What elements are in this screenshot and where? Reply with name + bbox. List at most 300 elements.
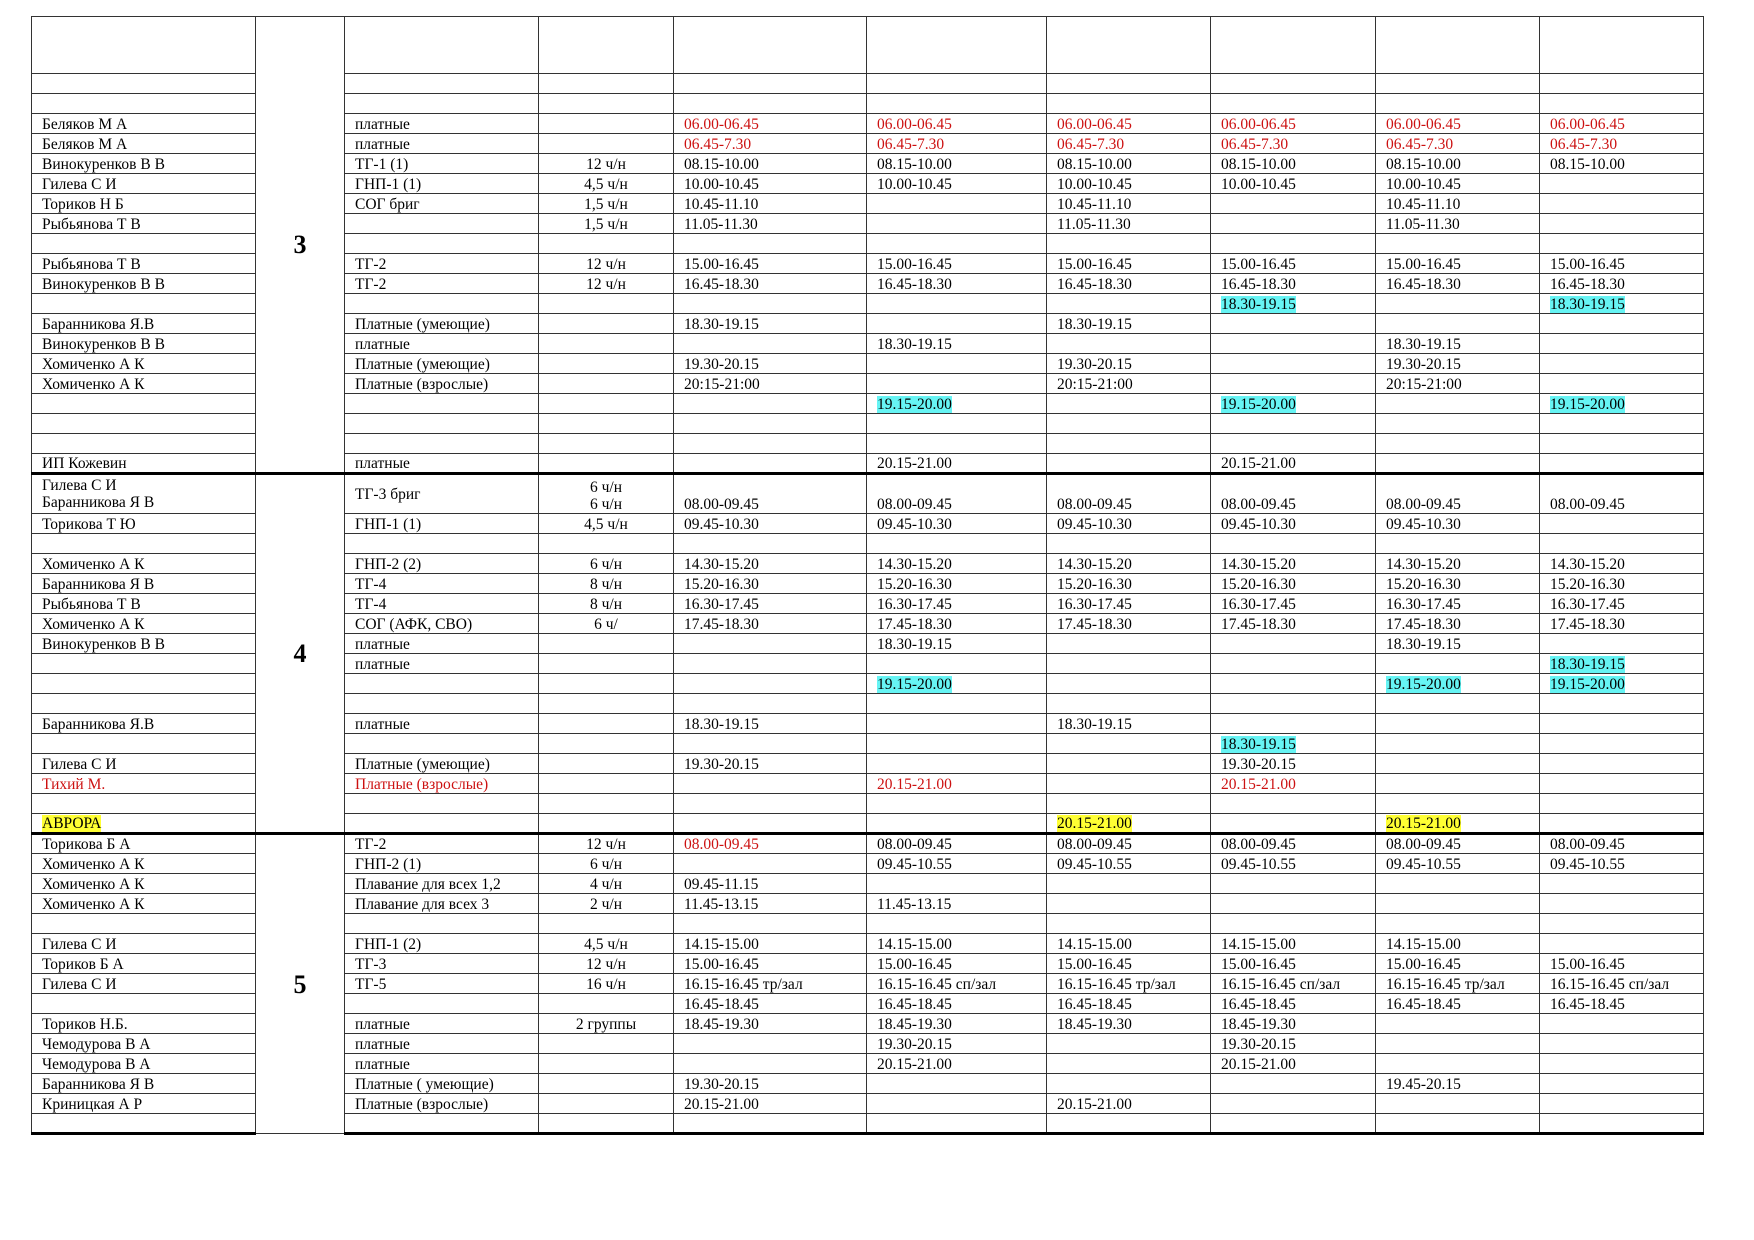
hours-text: 1,5 ч/н bbox=[584, 216, 628, 233]
hours-cell bbox=[539, 17, 674, 74]
day-3-text: 20.15-21.00 bbox=[1057, 1096, 1132, 1113]
hours-text: 4 ч/н bbox=[589, 876, 623, 893]
group-cell bbox=[345, 374, 539, 394]
day-5-text: 15.00-16.45 bbox=[1386, 956, 1461, 973]
day-5-cell bbox=[1376, 594, 1540, 614]
day-5-cell bbox=[1376, 394, 1540, 414]
trainer-text: Баранникова Я В bbox=[42, 494, 155, 511]
trainer-text: Торикова Б А bbox=[42, 836, 131, 853]
day-2-cell bbox=[867, 514, 1047, 534]
day-3-text: 10.00-10.45 bbox=[1057, 176, 1132, 193]
group-cell bbox=[345, 794, 539, 814]
day-4-text: 15.00-16.45 bbox=[1221, 956, 1296, 973]
day-6-cell bbox=[1540, 834, 1704, 854]
group-cell bbox=[345, 314, 539, 334]
group-text: СОГ бриг bbox=[355, 196, 420, 213]
group-text: ТГ-4 bbox=[355, 576, 387, 593]
trainer-cell bbox=[32, 214, 256, 234]
day-2-cell bbox=[867, 194, 1047, 214]
day-5-cell bbox=[1376, 94, 1540, 114]
day-3-text: 16.45-18.30 bbox=[1057, 276, 1132, 293]
day-2-text: 15.00-16.45 bbox=[877, 956, 952, 973]
day-6-cell bbox=[1540, 554, 1704, 574]
group-text: ТГ-5 bbox=[355, 976, 387, 993]
day-6-text: 19.15-20.00 bbox=[1550, 676, 1625, 693]
day-4-cell bbox=[1211, 614, 1376, 634]
group-cell bbox=[345, 254, 539, 274]
day-1-cell bbox=[674, 334, 867, 354]
day-3-cell bbox=[1047, 274, 1211, 294]
group-text: ГНП-1 (1) bbox=[355, 176, 422, 193]
day-6-cell bbox=[1540, 954, 1704, 974]
day-5-cell bbox=[1376, 834, 1540, 854]
trainer-cell bbox=[32, 734, 256, 754]
hours-text: 1,5 ч/н bbox=[584, 196, 628, 213]
day-4-text: 14.30-15.20 bbox=[1221, 556, 1296, 573]
day-1-text: 18.30-19.15 bbox=[684, 716, 759, 733]
day-3-cell bbox=[1047, 734, 1211, 754]
day-3-cell bbox=[1047, 954, 1211, 974]
day-4-cell bbox=[1211, 714, 1376, 734]
day-4-text: 20.15-21.00 bbox=[1221, 455, 1296, 472]
day-5-cell bbox=[1376, 194, 1540, 214]
day-5-cell bbox=[1376, 1034, 1540, 1054]
hours-cell bbox=[539, 514, 674, 534]
day-5-text: 10.45-11.10 bbox=[1386, 196, 1461, 213]
day-3-cell bbox=[1047, 594, 1211, 614]
day-1-text: 14.15-15.00 bbox=[684, 936, 759, 953]
day-5-text: 08.15-10.00 bbox=[1386, 156, 1461, 173]
day-5-cell bbox=[1376, 1114, 1540, 1134]
hours-text: 12 ч/н bbox=[586, 256, 626, 273]
day-2-cell bbox=[867, 214, 1047, 234]
day-3-cell bbox=[1047, 154, 1211, 174]
day-4-text: 16.45-18.45 bbox=[1221, 996, 1296, 1013]
day-5-cell bbox=[1376, 734, 1540, 754]
day-1-cell bbox=[674, 554, 867, 574]
day-3-cell bbox=[1047, 1054, 1211, 1074]
hours-cell bbox=[539, 394, 674, 414]
hours-cell bbox=[539, 874, 674, 894]
day-4-text: 18.30-19.15 bbox=[1221, 736, 1296, 753]
day-2-text: 16.45-18.45 bbox=[877, 996, 952, 1013]
day-6-cell bbox=[1540, 1014, 1704, 1034]
day-1-cell bbox=[674, 414, 867, 434]
trainer-cell bbox=[32, 714, 256, 734]
trainer-cell bbox=[32, 294, 256, 314]
group-cell bbox=[345, 354, 539, 374]
day-4-cell bbox=[1211, 294, 1376, 314]
hours-text: 4,5 ч/н bbox=[584, 936, 628, 953]
trainer-cell bbox=[32, 374, 256, 394]
day-1-text: 08.15-10.00 bbox=[684, 156, 759, 173]
hours-cell bbox=[539, 1094, 674, 1114]
group-cell bbox=[345, 674, 539, 694]
day-1-cell bbox=[674, 774, 867, 794]
day-2-cell bbox=[867, 234, 1047, 254]
day-1-cell bbox=[674, 914, 867, 934]
day-6-cell bbox=[1540, 414, 1704, 434]
group-cell bbox=[345, 774, 539, 794]
trainer-text: Хомиченко А К bbox=[42, 556, 145, 573]
trainer-cell bbox=[32, 954, 256, 974]
day-2-text: 19.30-20.15 bbox=[877, 1036, 952, 1053]
day-3-cell bbox=[1047, 674, 1211, 694]
day-2-cell bbox=[867, 534, 1047, 554]
trainer-cell bbox=[32, 134, 256, 154]
trainer-cell bbox=[32, 674, 256, 694]
day-2-cell bbox=[867, 954, 1047, 974]
trainer-text: Хомиченко А К bbox=[42, 616, 145, 633]
day-6-cell bbox=[1540, 1094, 1704, 1114]
hours-cell bbox=[539, 234, 674, 254]
day-4-cell bbox=[1211, 734, 1376, 754]
day-5-cell bbox=[1376, 1094, 1540, 1114]
day-3-text: 08.00-09.45 bbox=[1057, 836, 1132, 853]
day-4-cell bbox=[1211, 234, 1376, 254]
day-1-cell bbox=[674, 374, 867, 394]
hours-cell bbox=[539, 374, 674, 394]
day-6-text: 16.45-18.45 bbox=[1550, 996, 1625, 1013]
day-3-cell bbox=[1047, 794, 1211, 814]
hours-cell bbox=[539, 594, 674, 614]
trainer-text: Ториков Б А bbox=[42, 956, 124, 973]
trainer-cell bbox=[32, 574, 256, 594]
day-3-cell bbox=[1047, 894, 1211, 914]
day-5-cell bbox=[1376, 754, 1540, 774]
day-2-cell bbox=[867, 994, 1047, 1014]
group-text: Платные (взрослые) bbox=[355, 1096, 489, 1113]
day-6-cell bbox=[1540, 534, 1704, 554]
day-5-cell bbox=[1376, 414, 1540, 434]
day-5-text: 08.00-09.45 bbox=[1386, 496, 1461, 513]
day-5-text: 06.00-06.45 bbox=[1386, 116, 1461, 133]
day-3-cell bbox=[1047, 174, 1211, 194]
day-5-text: 06.45-7.30 bbox=[1386, 136, 1454, 153]
day-6-cell bbox=[1540, 214, 1704, 234]
group-cell bbox=[345, 754, 539, 774]
group-cell bbox=[345, 214, 539, 234]
trainer-text: Беляков М А bbox=[42, 136, 128, 153]
day-2-cell bbox=[867, 914, 1047, 934]
day-5-cell bbox=[1376, 614, 1540, 634]
day-2-text: 20.15-21.00 bbox=[877, 455, 952, 472]
day-5-cell bbox=[1376, 574, 1540, 594]
trainer-text: ИП Кожевин bbox=[42, 455, 127, 472]
hours-text: 12 ч/н bbox=[586, 956, 626, 973]
day-6-cell bbox=[1540, 434, 1704, 454]
group-cell bbox=[345, 434, 539, 454]
day-1-text: 16.15-16.45 тр/зал bbox=[684, 976, 803, 993]
day-2-text: 19.15-20.00 bbox=[877, 676, 952, 693]
day-4-cell bbox=[1211, 74, 1376, 94]
day-6-cell bbox=[1540, 1034, 1704, 1054]
day-5-cell bbox=[1376, 874, 1540, 894]
day-1-text: 19.30-20.15 bbox=[684, 756, 759, 773]
day-6-text: 16.15-16.45 сп/зал bbox=[1550, 976, 1670, 993]
group-cell bbox=[345, 454, 539, 474]
day-6-cell bbox=[1540, 514, 1704, 534]
day-2-cell bbox=[867, 594, 1047, 614]
day-1-text: 10.45-11.10 bbox=[684, 196, 759, 213]
day-4-cell bbox=[1211, 674, 1376, 694]
day-1-text: 18.30-19.15 bbox=[684, 316, 759, 333]
day-4-cell bbox=[1211, 974, 1376, 994]
day-5-text: 08.00-09.45 bbox=[1386, 836, 1461, 853]
day-4-cell bbox=[1211, 1034, 1376, 1054]
day-4-cell bbox=[1211, 354, 1376, 374]
day-4-cell bbox=[1211, 954, 1376, 974]
day-2-cell bbox=[867, 394, 1047, 414]
day-5-cell bbox=[1376, 374, 1540, 394]
day-5-text: 15.00-16.45 bbox=[1386, 256, 1461, 273]
day-1-cell bbox=[674, 474, 867, 514]
day-4-cell bbox=[1211, 334, 1376, 354]
day-1-text: 06.45-7.30 bbox=[684, 136, 752, 153]
day-6-text: 19.15-20.00 bbox=[1550, 396, 1625, 413]
day-4-cell bbox=[1211, 874, 1376, 894]
group-cell bbox=[345, 334, 539, 354]
day-6-cell bbox=[1540, 634, 1704, 654]
hours-cell bbox=[539, 1034, 674, 1054]
day-3-cell bbox=[1047, 314, 1211, 334]
day-1-cell bbox=[674, 594, 867, 614]
day-6-cell bbox=[1540, 234, 1704, 254]
day-5-cell bbox=[1376, 894, 1540, 914]
hours-cell bbox=[539, 1114, 674, 1134]
day-1-cell bbox=[674, 234, 867, 254]
day-2-text: 20.15-21.00 bbox=[877, 776, 952, 793]
day-4-text: 17.45-18.30 bbox=[1221, 616, 1296, 633]
day-4-cell bbox=[1211, 894, 1376, 914]
day-2-cell bbox=[867, 1074, 1047, 1094]
day-3-cell bbox=[1047, 534, 1211, 554]
trainer-text: Рыбьянова Т В bbox=[42, 256, 141, 273]
day-5-cell bbox=[1376, 554, 1540, 574]
group-cell bbox=[345, 294, 539, 314]
day-2-text: 10.00-10.45 bbox=[877, 176, 952, 193]
trainer-cell bbox=[32, 1054, 256, 1074]
day-4-text: 09.45-10.30 bbox=[1221, 516, 1296, 533]
day-1-cell bbox=[674, 114, 867, 134]
day-5-cell bbox=[1376, 1054, 1540, 1074]
day-2-text: 15.00-16.45 bbox=[877, 256, 952, 273]
trainer-cell bbox=[32, 17, 256, 74]
day-3-cell bbox=[1047, 554, 1211, 574]
hours-cell bbox=[539, 694, 674, 714]
hours-cell bbox=[539, 294, 674, 314]
day-1-text: 18.45-19.30 bbox=[684, 1016, 759, 1033]
hours-cell bbox=[539, 154, 674, 174]
day-2-cell bbox=[867, 474, 1047, 514]
table-row bbox=[32, 834, 1704, 854]
day-2-text: 16.30-17.45 bbox=[877, 596, 952, 613]
hours-cell bbox=[539, 814, 674, 834]
day-3-cell bbox=[1047, 854, 1211, 874]
schedule-body bbox=[32, 17, 1704, 1134]
trainer-cell bbox=[32, 394, 256, 414]
day-4-cell bbox=[1211, 1054, 1376, 1074]
hours-text: 6 ч/ bbox=[594, 616, 618, 633]
group-text: Платные ( умеющие) bbox=[355, 1076, 494, 1093]
day-5-cell bbox=[1376, 814, 1540, 834]
day-6-cell bbox=[1540, 394, 1704, 414]
group-cell bbox=[345, 894, 539, 914]
day-3-text: 18.30-19.15 bbox=[1057, 316, 1132, 333]
group-cell bbox=[345, 994, 539, 1014]
hours-text: 2 группы bbox=[575, 1016, 637, 1033]
trainer-cell bbox=[32, 894, 256, 914]
trainer-text: Гилева С И bbox=[42, 756, 117, 773]
trainer-cell bbox=[32, 174, 256, 194]
day-3-cell bbox=[1047, 614, 1211, 634]
day-6-cell bbox=[1540, 714, 1704, 734]
day-3-text: 16.15-16.45 тр/зал bbox=[1057, 976, 1176, 993]
trainer-cell bbox=[32, 474, 256, 514]
group-cell bbox=[345, 694, 539, 714]
day-1-text: 08.00-09.45 bbox=[684, 496, 759, 513]
day-1-cell bbox=[674, 1074, 867, 1094]
day-1-cell bbox=[674, 454, 867, 474]
day-4-text: 14.15-15.00 bbox=[1221, 936, 1296, 953]
hours-text: 16 ч/н bbox=[586, 976, 626, 993]
day-5-text: 18.30-19.15 bbox=[1386, 636, 1461, 653]
day-4-text: 19.30-20.15 bbox=[1221, 756, 1296, 773]
day-5-cell bbox=[1376, 254, 1540, 274]
hours-cell bbox=[539, 314, 674, 334]
day-2-cell bbox=[867, 454, 1047, 474]
day-2-cell bbox=[867, 74, 1047, 94]
hours-cell bbox=[539, 434, 674, 454]
day-1-cell bbox=[674, 514, 867, 534]
day-1-cell bbox=[674, 134, 867, 154]
day-3-text: 19.30-20.15 bbox=[1057, 356, 1132, 373]
trainer-text: Криницкая А Р bbox=[42, 1096, 143, 1113]
hours-cell bbox=[539, 554, 674, 574]
hours-cell bbox=[539, 574, 674, 594]
day-3-cell bbox=[1047, 334, 1211, 354]
day-4-cell bbox=[1211, 534, 1376, 554]
group-cell bbox=[345, 134, 539, 154]
day-3-cell bbox=[1047, 694, 1211, 714]
day-2-cell bbox=[867, 714, 1047, 734]
day-4-cell bbox=[1211, 414, 1376, 434]
day-4-cell bbox=[1211, 1014, 1376, 1034]
day-6-cell bbox=[1540, 614, 1704, 634]
day-1-text: 15.20-16.30 bbox=[684, 576, 759, 593]
day-5-text: 15.20-16.30 bbox=[1386, 576, 1461, 593]
day-3-text: 09.45-10.55 bbox=[1057, 856, 1132, 873]
day-1-cell bbox=[674, 934, 867, 954]
day-5-cell bbox=[1376, 954, 1540, 974]
day-5-cell bbox=[1376, 1014, 1540, 1034]
day-3-text: 09.45-10.30 bbox=[1057, 516, 1132, 533]
group-cell bbox=[345, 234, 539, 254]
trainer-cell bbox=[32, 274, 256, 294]
pool-number: 4 bbox=[256, 474, 345, 834]
hours-cell bbox=[539, 834, 674, 854]
day-6-cell bbox=[1540, 174, 1704, 194]
day-1-cell bbox=[674, 674, 867, 694]
trainer-text: Чемодурова В А bbox=[42, 1056, 151, 1073]
day-3-cell bbox=[1047, 474, 1211, 514]
day-4-cell bbox=[1211, 114, 1376, 134]
day-5-text: 10.00-10.45 bbox=[1386, 176, 1461, 193]
trainer-cell bbox=[32, 854, 256, 874]
day-1-cell bbox=[674, 94, 867, 114]
day-6-cell bbox=[1540, 994, 1704, 1014]
trainer-cell bbox=[32, 794, 256, 814]
hours-cell bbox=[539, 174, 674, 194]
day-5-cell bbox=[1376, 634, 1540, 654]
day-5-cell bbox=[1376, 774, 1540, 794]
group-cell bbox=[345, 834, 539, 854]
trainer-text: Хомиченко А К bbox=[42, 856, 145, 873]
group-text: ГНП-2 (2) bbox=[355, 556, 422, 573]
day-3-cell bbox=[1047, 214, 1211, 234]
day-2-cell bbox=[867, 894, 1047, 914]
day-5-cell bbox=[1376, 1074, 1540, 1094]
hours-cell bbox=[539, 894, 674, 914]
group-cell bbox=[345, 814, 539, 834]
day-2-cell bbox=[867, 1054, 1047, 1074]
trainer-text: Беляков М А bbox=[42, 116, 128, 133]
trainer-cell bbox=[32, 934, 256, 954]
day-3-text: 06.00-06.45 bbox=[1057, 116, 1132, 133]
day-2-cell bbox=[867, 374, 1047, 394]
day-6-text: 17.45-18.30 bbox=[1550, 616, 1625, 633]
trainer-text: Баранникова Я.В bbox=[42, 716, 155, 733]
group-text: ГНП-2 (1) bbox=[355, 856, 422, 873]
day-3-text: 16.45-18.45 bbox=[1057, 996, 1132, 1013]
day-2-text: 18.45-19.30 bbox=[877, 1016, 952, 1033]
day-5-cell bbox=[1376, 314, 1540, 334]
day-1-cell bbox=[674, 194, 867, 214]
day-3-cell bbox=[1047, 774, 1211, 794]
day-6-text: 16.30-17.45 bbox=[1550, 596, 1625, 613]
group-text: платные bbox=[355, 136, 410, 153]
hours-text: 2 ч/н bbox=[589, 896, 623, 913]
day-4-text: 08.00-09.45 bbox=[1221, 496, 1296, 513]
day-3-text: 18.30-19.15 bbox=[1057, 716, 1132, 733]
hours-cell bbox=[539, 454, 674, 474]
group-text: платные bbox=[355, 656, 410, 673]
day-3-cell bbox=[1047, 1094, 1211, 1114]
day-2-text: 20.15-21.00 bbox=[877, 1056, 952, 1073]
day-4-text: 18.30-19.15 bbox=[1221, 296, 1296, 313]
group-text: ГНП-1 (2) bbox=[355, 936, 422, 953]
day-4-text: 06.00-06.45 bbox=[1221, 116, 1296, 133]
trainer-cell bbox=[32, 74, 256, 94]
day-4-text: 20.15-21.00 bbox=[1221, 776, 1296, 793]
hours-text: 4,5 ч/н bbox=[584, 516, 628, 533]
group-cell bbox=[345, 934, 539, 954]
day-2-cell bbox=[867, 774, 1047, 794]
group-cell bbox=[345, 1014, 539, 1034]
day-5-cell bbox=[1376, 974, 1540, 994]
trainer-cell bbox=[32, 1094, 256, 1114]
day-6-cell bbox=[1540, 774, 1704, 794]
day-1-text: 19.30-20.15 bbox=[684, 356, 759, 373]
day-3-cell bbox=[1047, 414, 1211, 434]
day-2-text: 06.00-06.45 bbox=[877, 116, 952, 133]
day-4-text: 19.15-20.00 bbox=[1221, 396, 1296, 413]
day-5-cell bbox=[1376, 114, 1540, 134]
day-4-text: 16.15-16.45 сп/зал bbox=[1221, 976, 1341, 993]
day-6-text: 06.45-7.30 bbox=[1550, 136, 1618, 153]
group-cell bbox=[345, 94, 539, 114]
day-3-cell bbox=[1047, 934, 1211, 954]
